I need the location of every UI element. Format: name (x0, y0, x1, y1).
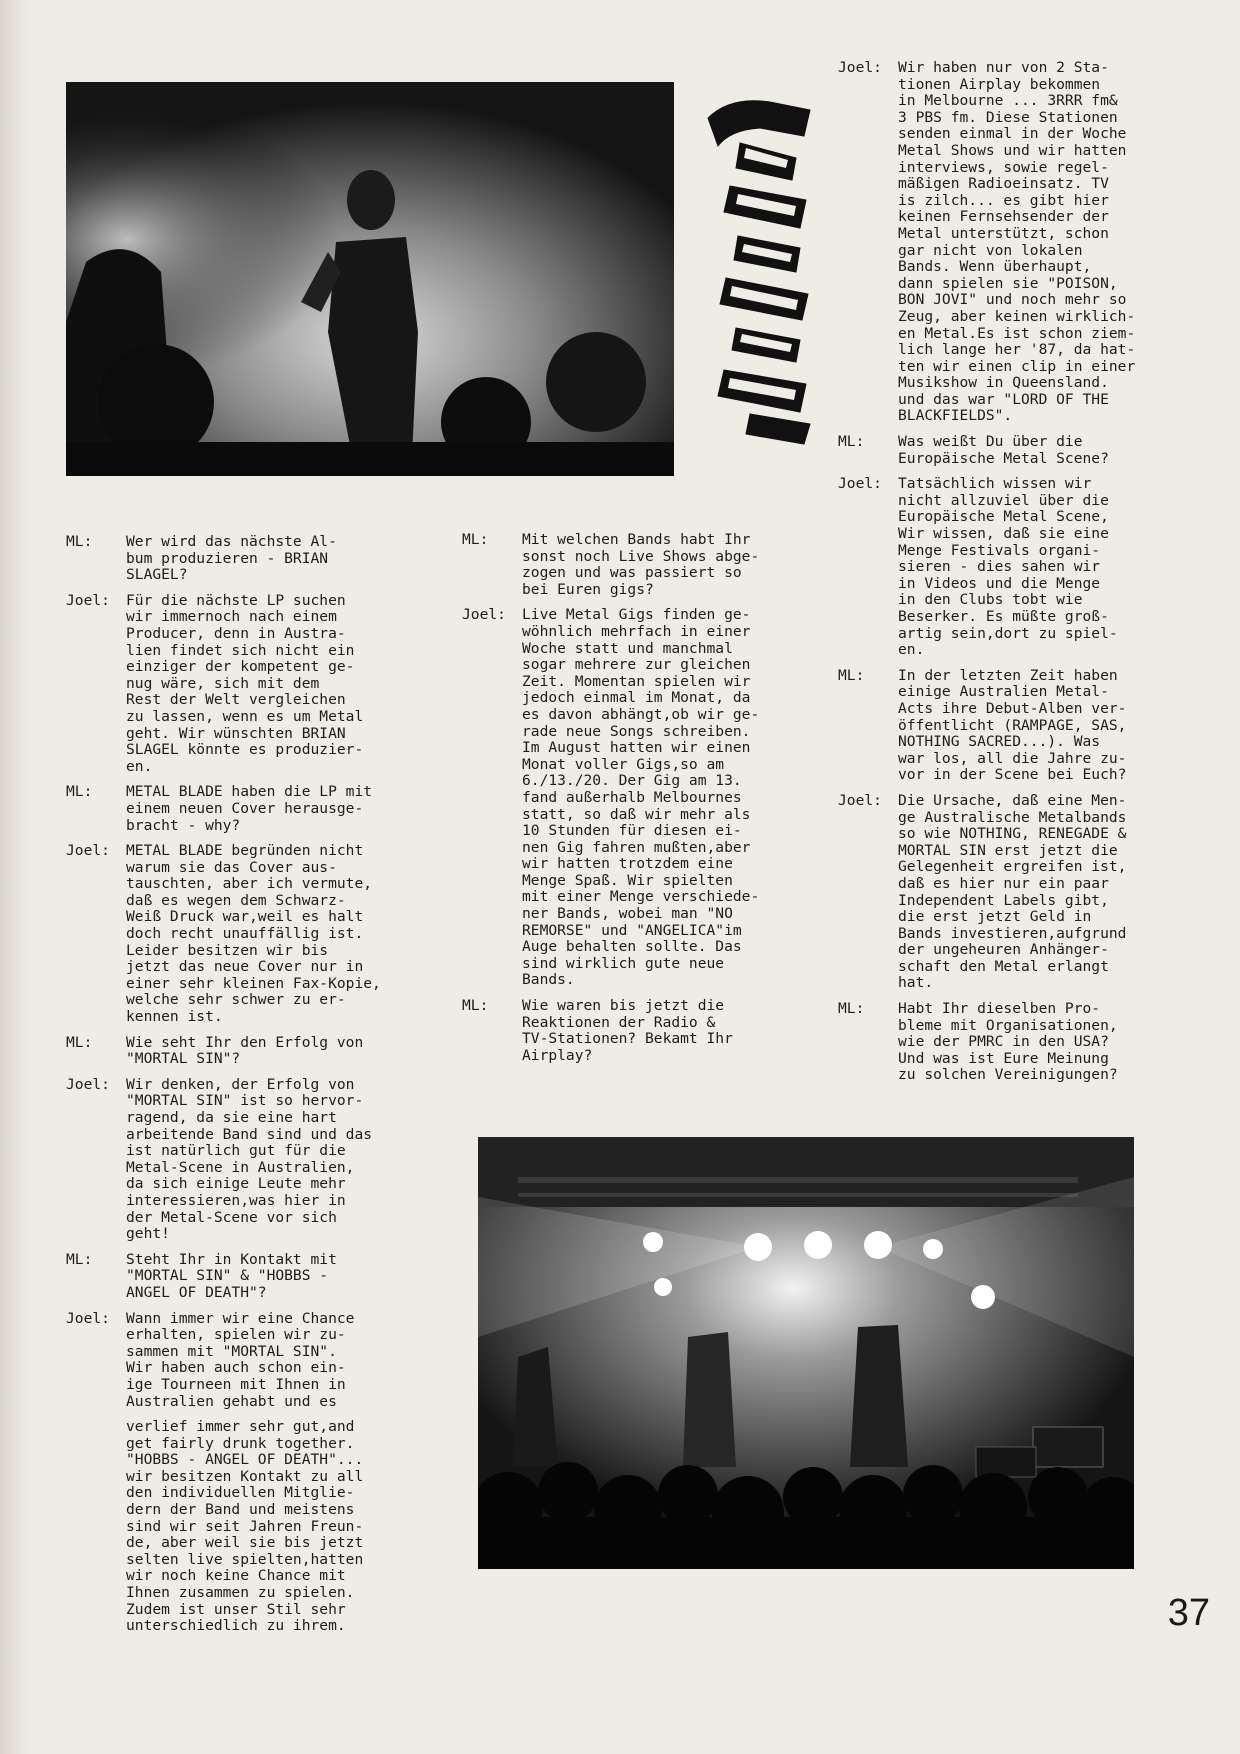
qa-entry (66, 593, 446, 776)
qa-entry (66, 1035, 446, 1068)
qa-entry (66, 1311, 446, 1411)
entry-text: METAL BLADE begründen nicht warum sie das Cover aus- tauschten, aber ich vermute, daß es wegen dem Schwarz- Weiß Druck war,weil es halt doch recht unauffällig ist. Leider besitzen wir bis jetzt das neue Cover nur in einer sehr kleinen Fax-Kopie, welche sehr schwer zu er- kennen ist. (126, 842, 381, 1026)
concert-photo-bottom (478, 1137, 1134, 1569)
speaker-label: ML: (66, 1250, 93, 1268)
speaker-label: Joel: (838, 59, 882, 76)
entry-text: Wir haben nur von 2 Sta- tionen Airplay bekommen in Melbourne ... 3RRR fm& 3 PBS fm. Diese Stationen senden einmal in der Woche Metal Shows und wir hatten interviews, sowie regel- mäßigen Radioeinsatz. TV is zilch... es gibt hier keinen Fernsehsender der Metal unterstützt, schon gar nicht von lokalen Bands. Wenn überhaupt, dann spielen sie "POISON, BON JOVI" und noch mehr so Zeug, aber keinen wirklich- en Metal.Es ist schon ziem- lich lange her '87, da hat- ten wir einen clip in einer Musikshow in Queensland. und das war "LORD OF THE BLACKFIELDS". (898, 59, 1136, 425)
interview-column-2 (462, 532, 802, 1073)
speaker-label: Joel: (838, 791, 882, 809)
continuation-text: verlief immer sehr gut,and get fairly drunk together. "HOBBS - ANGEL OF DEATH"... wir besitzen Kontakt zu all den individuellen Mitglie- dern der Band und meistens sind wir seit Jahren Freun- de, aber weil sie bis jetzt selten live spielten,hatten wir noch keine Chance mit Ihnen zusammen zu spielen. Zudem ist unser Stil sehr unterschiedlich zu ihrem. (126, 1418, 364, 1635)
qa-entry (838, 668, 1178, 784)
page-number: 37 (1167, 1592, 1210, 1634)
qa-entry (838, 793, 1178, 992)
entry-text: Wer wird das nächste Al- bum produzieren - BRIAN SLAGEL? (126, 533, 337, 584)
qa-continuation (66, 1419, 446, 1635)
speaker-label: Joel: (66, 1075, 110, 1093)
qa-entry (66, 1252, 446, 1302)
concert-photo-top (66, 82, 674, 476)
entry-text: Wie waren bis jetzt die Reaktionen der Radio & TV-Stationen? Bekamt Ihr Airplay? (522, 997, 733, 1064)
speaker-label: Joel: (838, 475, 882, 493)
speaker-label: ML: (838, 666, 865, 684)
qa-entry (66, 534, 446, 584)
band-logo (700, 88, 824, 450)
speaker-label: Joel: (66, 591, 110, 609)
speaker-label: Joel: (66, 842, 110, 860)
entry-text: Habt Ihr dieselben Pro- bleme mit Organisationen, wie der PMRC in den USA? Und was ist Eure Meinung zu solchen Vereinigungen? (898, 1000, 1118, 1084)
entry-text: Wir denken, der Erfolg von "MORTAL SIN" ist so hervor- ragend, da sie eine hart arbeitende Band sind und das ist natürlich gut für die Metal-Scene in Australien, da sich einige Leute mehr interessieren,was hier in der Metal-Scene vor sich geht! (126, 1075, 373, 1243)
page-binding-shadow (0, 0, 30, 1754)
qa-entry (66, 1077, 446, 1243)
qa-entry (838, 1001, 1178, 1084)
speaker-label: Joel: (462, 606, 506, 624)
qa-entry (838, 60, 1178, 425)
interview-column-1 (66, 534, 446, 1644)
entry-text: Wann immer wir eine Chance erhalten, spielen wir zu- sammen mit "MORTAL SIN". Wir haben auch schon ein- ige Tourneen mit Ihnen in Australien gehabt und es (126, 1309, 355, 1410)
speaker-label: ML: (462, 997, 489, 1015)
entry-text: Live Metal Gigs finden ge- wöhnlich mehrfach in einer Woche statt und manchmal sogar mehrere zur gleichen Zeit. Momentan spielen wir jedoch einmal im Monat, da es davon abhängt,ob wir ge- rade neue Songs schreiben. Im August hatten wir einen Monat voller Gigs,so am 6./13./20. Der Gig am 13. fand außerhalb Melbournes statt, so daß wir mehr als 10 Stunden für diesen ei- nen Gig fahren mußten,aber wir hatten trotzdem eine Menge Spaß. Wir spielten mit einer Menge verschiede- ner Bands, wobei man "NO REMORSE" und "ANGELICA"im Auge behalten sollte. Das sind wirklich gute neue Bands. (522, 606, 760, 989)
qa-entry (462, 532, 802, 598)
entry-text: METAL BLADE haben die LP mit einem neuen Cover herausge- bracht - why? (126, 783, 373, 834)
qa-entry (66, 784, 446, 834)
speaker-label: ML: (66, 533, 93, 550)
qa-entry (462, 607, 802, 989)
entry-text: Steht Ihr in Kontakt mit "MORTAL SIN" & "HOBBS - ANGEL OF DEATH"? (126, 1250, 337, 1301)
entry-text: Mit welchen Bands habt Ihr sonst noch Live Shows abge- zogen und was passiert so bei Euren gigs? (522, 531, 760, 598)
speaker-label: ML: (838, 1000, 865, 1018)
entry-text: In der letzten Zeit haben einige Australien Metal- Acts ihre Debut-Alben ver- öffentlicht (RAMPAGE, SAS, NOTHING SACRED...). Was war los, all die Jahre zu- vor in der Scene bei Euch? (898, 666, 1127, 784)
entry-text: Für die nächste LP suchen wir immernoch nach einem Producer, denn in Austra- lien findet sich nicht ein einziger der kompetent ge- nug wäre, sich mit dem Rest der Welt vergleichen zu lassen, wenn es um Metal geht. Wir wünschten BRIAN SLAGEL könnte es produzier- en. (126, 591, 364, 775)
speaker-label: ML: (838, 433, 865, 451)
speaker-label: ML: (66, 1033, 93, 1051)
qa-entry (838, 476, 1178, 659)
entry-text: Wie seht Ihr den Erfolg von "MORTAL SIN"? (126, 1033, 364, 1068)
qa-entry (462, 998, 802, 1064)
entry-text: Was weißt Du über die Europäische Metal Scene? (898, 433, 1109, 467)
speaker-label: ML: (462, 531, 489, 548)
speaker-label: Joel: (66, 1309, 110, 1327)
qa-entry (66, 843, 446, 1026)
entry-text: Tatsächlich wissen wir nicht allzuviel über die Europäische Metal Scene, Wir wissen, daß sie eine Menge Festivals organi- sieren - dies sahen wir in Videos und die Menge in den Clubs tobt wie Beserker. Es müßte groß- artig sein,dort zu spiel- en. (898, 475, 1118, 659)
speaker-label: ML: (66, 783, 93, 801)
qa-entry (838, 434, 1178, 467)
entry-text: Die Ursache, daß eine Men- ge Australische Metalbands so wie NOTHING, RENEGADE & MORTAL SIN erst jetzt die Gelegenheit ergreifen ist, daß es hier nur ein paar Independent Labels gibt, die erst jetzt Geld in Bands investieren,aufgrund der ungeheuren Anhänger- schaft den Metal erlangt hat. (898, 791, 1127, 992)
interview-column-3 (838, 60, 1178, 1093)
